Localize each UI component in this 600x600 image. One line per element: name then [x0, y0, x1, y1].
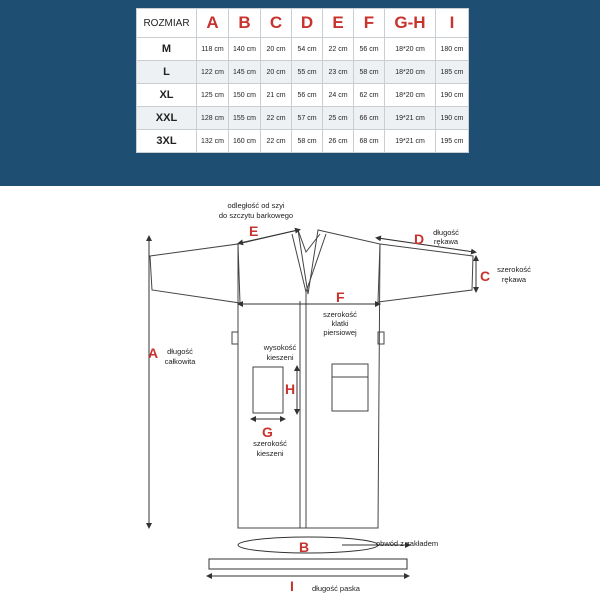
label-f-line2: klatki	[331, 319, 349, 328]
table-cell: 22 cm	[261, 130, 292, 153]
table-cell: 18*20 cm	[385, 38, 436, 61]
table-cell: 190 cm	[436, 84, 469, 107]
label-b: obwód z zakładem	[376, 539, 439, 548]
belt-loop-left	[232, 332, 238, 344]
label-g-line1: szerokość	[253, 439, 287, 448]
table-row	[137, 61, 469, 84]
table-cell: 55 cm	[292, 61, 323, 84]
column-header-d: D	[292, 9, 323, 38]
table-cell: 24 cm	[323, 84, 354, 107]
table-cell: 180 cm	[436, 38, 469, 61]
row-size-label: 3XL	[137, 130, 197, 153]
label-e-line1: odległość od szyi	[227, 201, 285, 210]
letter-f: F	[336, 289, 345, 305]
label-a-line1: długość	[167, 347, 193, 356]
letter-h: H	[285, 381, 296, 397]
table-cell: 26 cm	[323, 130, 354, 153]
row-size-label: L	[137, 61, 197, 84]
table-cell: 145 cm	[229, 61, 261, 84]
table-cell: 118 cm	[197, 38, 229, 61]
letter-e: E	[249, 223, 259, 239]
table-cell: 21 cm	[261, 84, 292, 107]
table-header-row	[137, 9, 469, 38]
table-cell: 20 cm	[261, 61, 292, 84]
label-d-line2: rękawa	[433, 237, 459, 246]
label-c-line1: szerokość	[497, 265, 531, 274]
table-cell: 195 cm	[436, 130, 469, 153]
table-cell: 22 cm	[323, 38, 354, 61]
label-f-line1: szerokość	[323, 310, 357, 319]
column-header-b: B	[229, 9, 261, 38]
size-table	[136, 8, 469, 153]
pocket-right	[332, 364, 368, 411]
label-e-line2: do szczytu barkowego	[218, 211, 294, 220]
table-cell: 150 cm	[229, 84, 261, 107]
table-cell: 66 cm	[354, 107, 385, 130]
table-cell: 160 cm	[229, 130, 261, 153]
label-i: długość paska	[312, 584, 360, 593]
table-cell: 132 cm	[197, 130, 229, 153]
right-sleeve	[378, 244, 473, 302]
label-f-line3: piersiowej	[323, 328, 357, 337]
column-header-e: E	[323, 9, 354, 38]
table-cell: 155 cm	[229, 107, 261, 130]
table-cell: 56 cm	[354, 38, 385, 61]
table-cell: 20 cm	[261, 38, 292, 61]
letter-g: G	[262, 424, 273, 440]
label-a-line2: całkowita	[164, 357, 196, 366]
table-cell: 18*20 cm	[385, 84, 436, 107]
table-cell: 18*20 cm	[385, 61, 436, 84]
table-cell: 19*21 cm	[385, 107, 436, 130]
table-cell: 58 cm	[354, 61, 385, 84]
table-cell: 125 cm	[197, 84, 229, 107]
belt-strip	[209, 559, 407, 569]
table-row	[137, 84, 469, 107]
table-cell: 23 cm	[323, 61, 354, 84]
table-row	[137, 107, 469, 130]
row-size-label: XL	[137, 84, 197, 107]
label-c-line2: rękawa	[501, 275, 527, 284]
label-h-line2: kieszeni	[266, 353, 294, 362]
letter-i: I	[290, 578, 294, 594]
table-row	[137, 38, 469, 61]
dimension-lines	[149, 230, 476, 576]
pocket-left	[253, 367, 283, 413]
table-cell: 140 cm	[229, 38, 261, 61]
label-h-line1: wysokość	[263, 343, 297, 352]
size-header: ROZMIAR	[137, 9, 197, 38]
letter-d: D	[414, 231, 425, 247]
table-cell: 57 cm	[292, 107, 323, 130]
table-cell: 62 cm	[354, 84, 385, 107]
column-header-g-h: G-H	[385, 9, 436, 38]
column-header-a: A	[197, 9, 229, 38]
letter-b: B	[299, 539, 310, 555]
label-g-line2: kieszeni	[256, 449, 284, 458]
column-header-f: F	[354, 9, 385, 38]
letter-a: A	[148, 345, 159, 361]
table-cell: 190 cm	[436, 107, 469, 130]
table-row	[137, 130, 469, 153]
row-size-label: XXL	[137, 107, 197, 130]
table-cell: 68 cm	[354, 130, 385, 153]
column-header-i: I	[436, 9, 469, 38]
table-cell: 56 cm	[292, 84, 323, 107]
column-header-c: C	[261, 9, 292, 38]
table-cell: 25 cm	[323, 107, 354, 130]
row-size-label: M	[137, 38, 197, 61]
label-d-line1: długość	[433, 228, 459, 237]
table-cell: 185 cm	[436, 61, 469, 84]
robe-diagram	[0, 186, 600, 600]
table-cell: 22 cm	[261, 107, 292, 130]
table-cell: 19*21 cm	[385, 130, 436, 153]
table-cell: 54 cm	[292, 38, 323, 61]
robe-outline	[150, 230, 473, 528]
table-cell: 58 cm	[292, 130, 323, 153]
table-cell: 128 cm	[197, 107, 229, 130]
letter-c: C	[480, 268, 491, 284]
robe-body	[238, 230, 380, 528]
table-cell: 122 cm	[197, 61, 229, 84]
left-sleeve	[150, 244, 240, 303]
robe-collar	[292, 230, 326, 292]
